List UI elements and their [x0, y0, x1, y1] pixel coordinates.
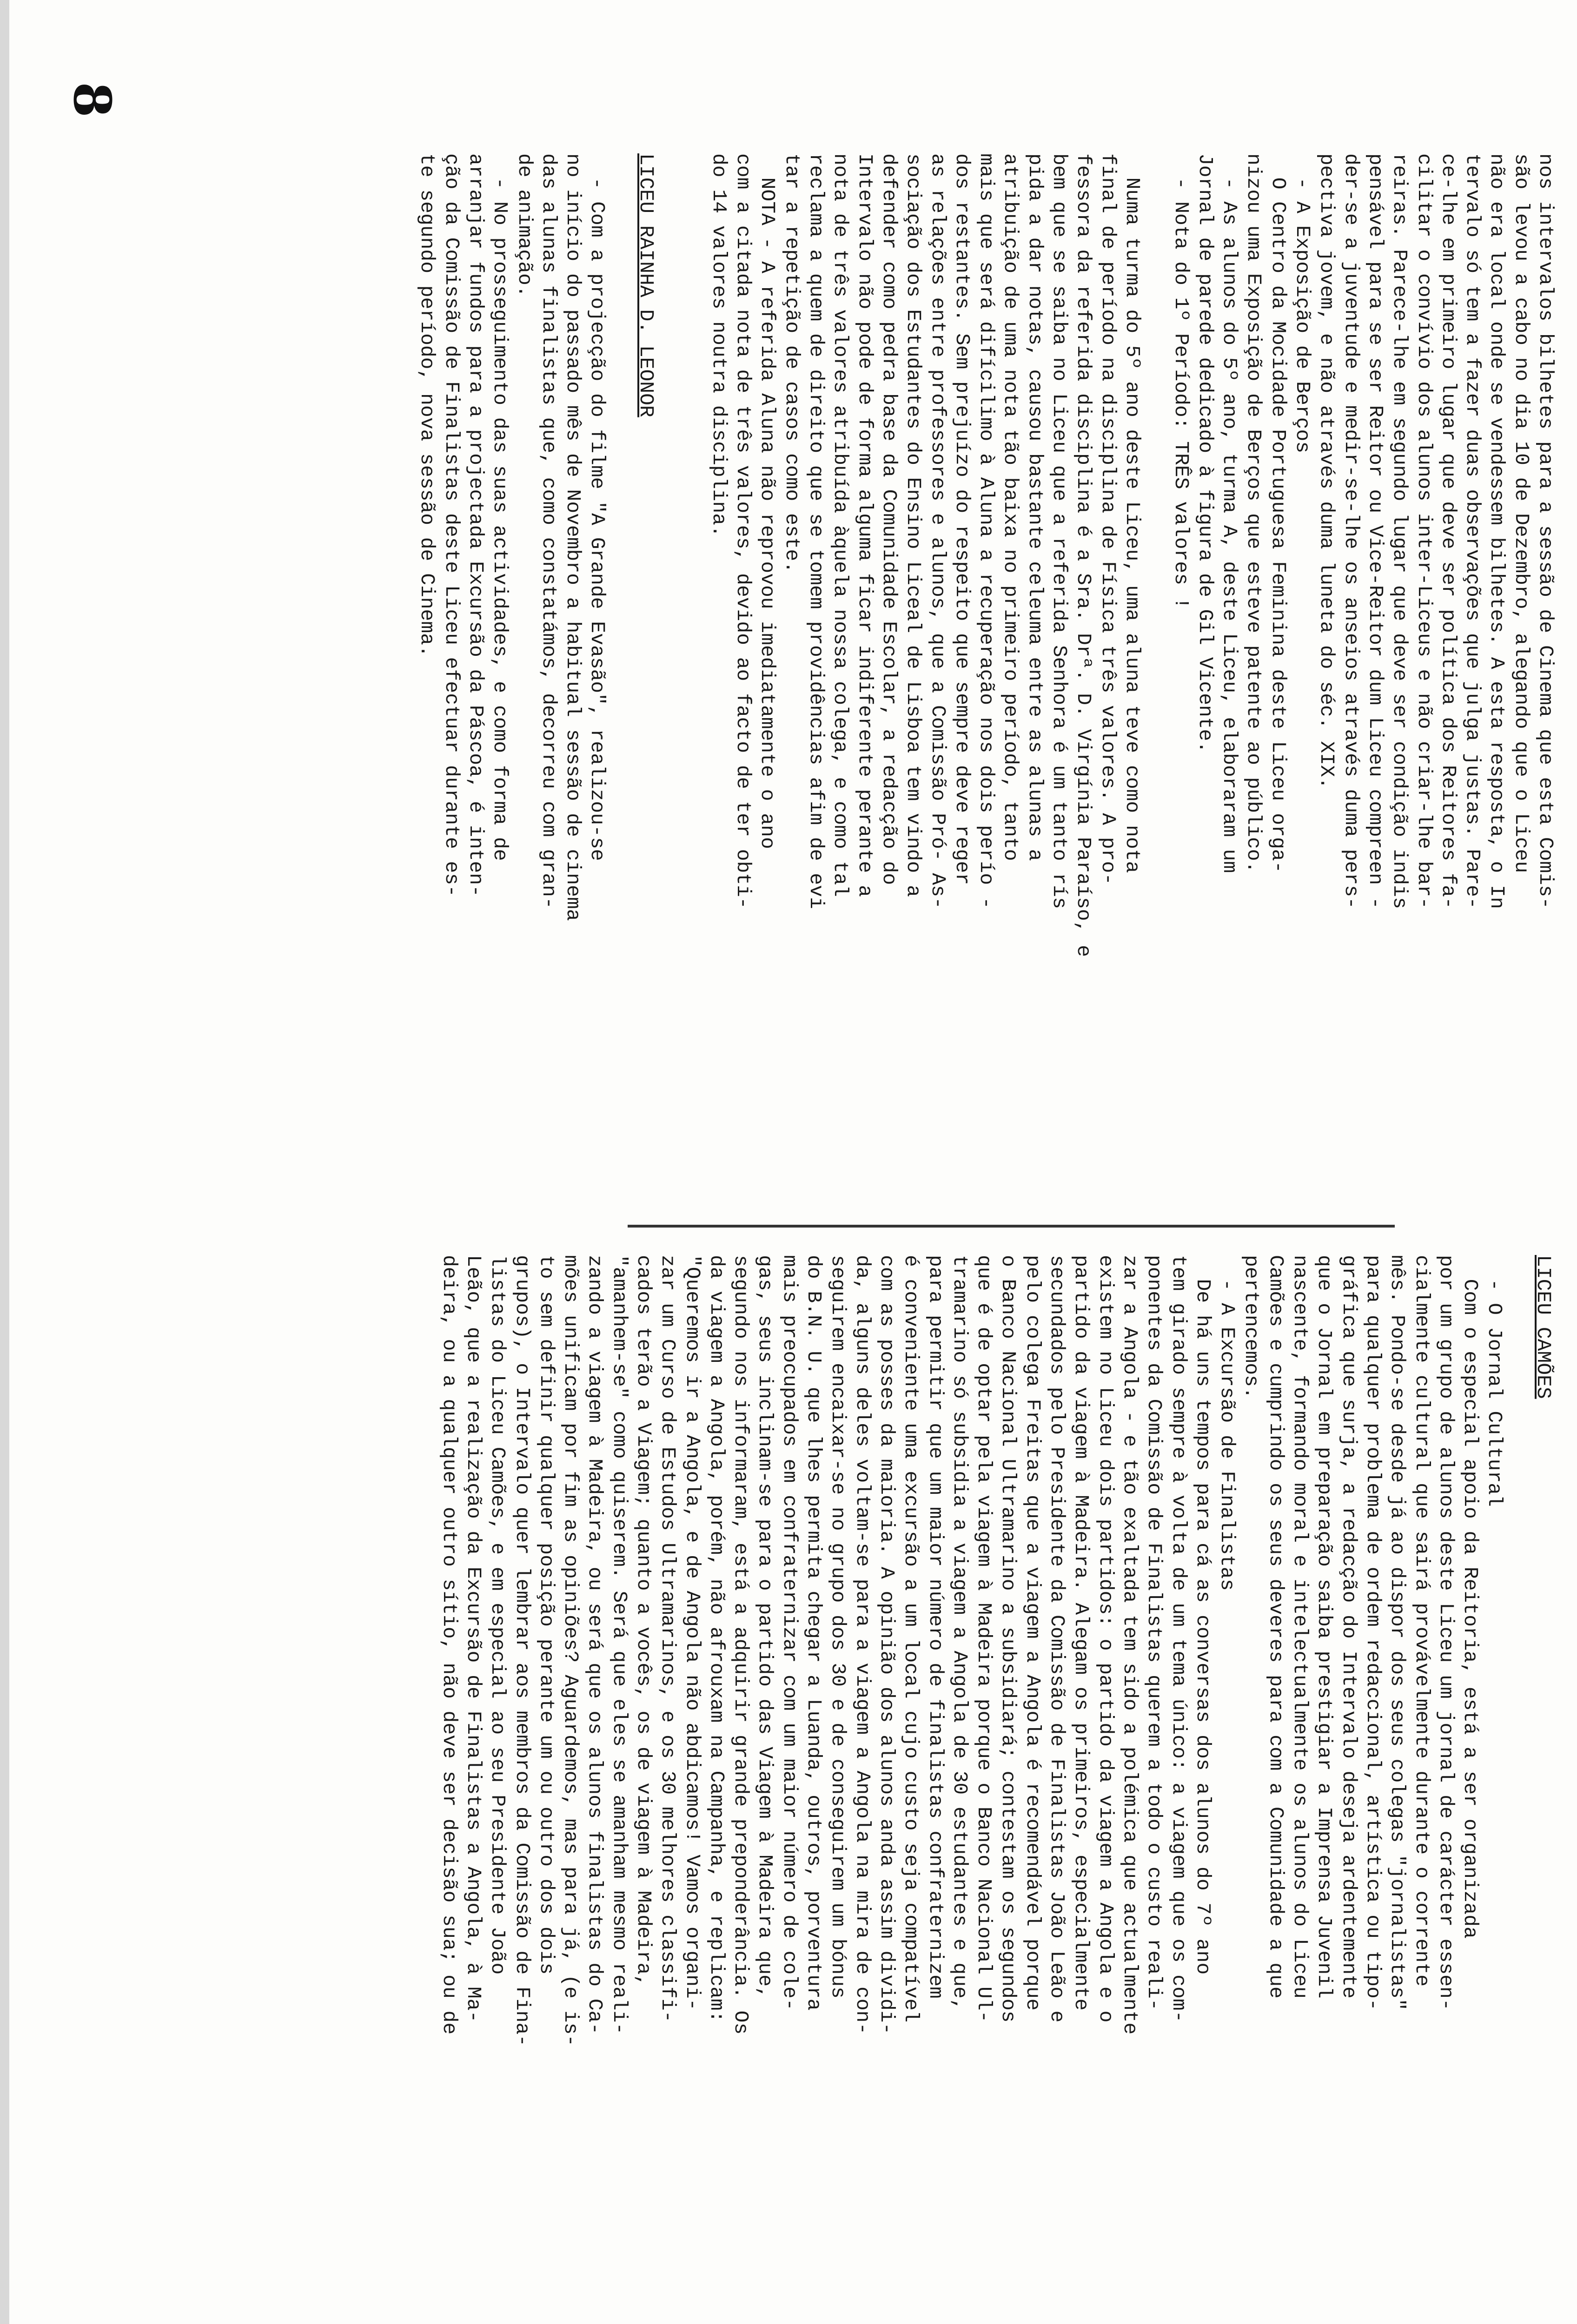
text-line: são levou a cabo no dia 10 de Dezembro, alegando que o Liceu	[1510, 153, 1533, 873]
text-line: arranjar fundos para a projectada Excursão da Páscoa, é inten-	[464, 153, 487, 897]
text-line: cados terão a Viagem; quanto a vocês, os de viagem à Madeira,	[632, 1255, 656, 1987]
text-line: der-se a juventude e medir-se-lhe os anseios através duma pers-	[1339, 153, 1363, 909]
text-line: de animação.	[513, 153, 536, 297]
text-line: zar a Angola - e tão exaltada tem sido a polémica que actualmente	[1118, 1255, 1141, 2035]
text-line: - No prosseguimento das suas actividades, e como forma de	[489, 153, 512, 861]
text-line: Leão, que a realização da Excursão de Finalistas a Angola, à Ma-	[462, 1255, 485, 2023]
text-line: com a citada nota de três valores, devido ao facto de ter obti-	[732, 153, 755, 909]
text-line: Intervalo não pode de forma alguma ficar indiferente perante a	[853, 153, 876, 897]
text-line: do B.N. U. que lhes permita chegar a Luanda, outros, porventura	[802, 1255, 826, 2011]
text-line: tem girado sempre à volta de um tema único: a viagem que os com-	[1167, 1255, 1190, 2023]
text-line: cilitar o convívio dos alunos inter-Liceus e não criar-lhe bar-	[1412, 153, 1436, 909]
text-line: que o Jornal em preparação saiba prestigiar a Imprensa Juvenil	[1313, 1255, 1336, 1999]
text-line: ce-lhe em primeiro lugar que deve ser política dos Reitores fa-	[1437, 153, 1460, 909]
text-line: LICEU CAMÕES	[1532, 1255, 1555, 1399]
text-line: - A Exposição de Berços	[1291, 153, 1314, 454]
text-line: no início do passado mês de Novembro a habitual sessão de cinema	[562, 153, 585, 921]
text-line: LICEU RAINHA D. LEONOR	[635, 153, 658, 417]
text-line: De há uns tempos para cá as conversas dos alunos do 7º ano	[1191, 1255, 1214, 1975]
text-line: nascente, formando moral e intelectualmente os alunos do Liceu	[1289, 1255, 1312, 1999]
text-line: O Centro da Mocidade Portuguesa Feminina deste Liceu orga-	[1266, 153, 1290, 873]
text-line: pectiva jovem, e não através duma luneta do séc. XIX.	[1315, 153, 1338, 789]
text-line: "amanhem-se" como quiserem. Será que eles se amanham mesmo reali-	[608, 1255, 631, 2035]
page-divider	[628, 1225, 1395, 1228]
text-line: nos intervalos bilhetes para a sessão de Cinema que esta Comis-	[1534, 153, 1557, 909]
text-line	[658, 153, 682, 957]
text-line: cialmente cultural que sairá provávelmente durante o corrente	[1410, 1255, 1433, 1987]
text-line: partido da viagem à Madeira. Alegam os primeiros, especialmente	[1070, 1255, 1093, 2011]
text-line: - O Jornal Cultural	[1483, 1255, 1506, 1507]
text-line: tervalo só tem a fazer duas observações que julga justas. Pare-	[1461, 153, 1484, 909]
text-line: mais que será difícilimo à Aluna a recuperação nos dois perío -	[975, 153, 998, 909]
text-line: por um grupo de alunos deste Liceu um jornal de carácter essen-	[1434, 1255, 1458, 2011]
text-line: gráfica que surja, a redacção do Intervalo deseja ardentemente	[1337, 1255, 1360, 1999]
text-line: pelo colega Freitas que a viagem a Angola é recomendável porque	[1021, 1255, 1044, 2011]
text-line: Jornal de parede dedicado à figura de Gil Vicente.	[1193, 153, 1217, 753]
text-line: é conveniente uma excursão a um local cujo custo seja compatível	[900, 1255, 923, 2023]
text-line	[682, 153, 706, 957]
text-line: para qualquer problema de ordem redaccional, artística ou tipo-	[1361, 1255, 1385, 2011]
text-line: não era local onde se vendessem bilhetes. A esta resposta, o In	[1485, 153, 1509, 909]
text-line: - Com a projecção do filme "A Grande Evasão", realizou-se	[586, 153, 609, 861]
text-line: - A Excursão de Finalistas	[1216, 1255, 1239, 1591]
text-line	[1506, 1255, 1531, 2047]
text-line: ção da Comissão de Finalistas deste Liceu efectuar durante es-	[440, 153, 463, 897]
text-line: bem que se saiba no Liceu que a referida Senhora é um tanto rís	[1048, 153, 1071, 909]
text-line: mões unificam por fim as opiniões? Aguardemos, mas para já, (e is-	[559, 1255, 583, 2047]
text-line: - Nota do 1º Período: TRÊS valores !	[1169, 153, 1193, 609]
text-line: "Queremos ir a Angola, e de Angola não abdicamos! Vamos organi-	[681, 1255, 704, 2011]
text-line: atribuição de uma nota tão baixa no primeiro período, tanto	[999, 153, 1022, 861]
text-line: tramarino só subsidia a viagem a Angola de 30 estudantes e que,	[948, 1255, 971, 2011]
text-line: dos restantes. Sem prejuízo do respeito que sempre deve reger	[950, 153, 974, 885]
text-line: o Banco Nacional Ultramarino a subsidiará; contestam os segundos	[997, 1255, 1020, 2023]
text-line: as relações entre professores e alunos, que a Comissão Pró- As-	[926, 153, 949, 909]
text-line: seguirem encaixar-se no grupo dos 30 e de conseguirem um bónus	[827, 1255, 850, 1999]
text-line: defender como pedra base da Comunidade Escolar, a redacção do	[877, 153, 901, 885]
text-line: para permitir que um maior número de finalistas confraternizem	[924, 1255, 947, 1999]
text-line: da viagem a Angola, porém, não afrouxam na Campanha, e replicam:	[705, 1255, 728, 2023]
right-page-text	[437, 1255, 1555, 2047]
text-line: pertencemos.	[1240, 1255, 1263, 1399]
text-line: to sem definir qualquer posição perante um ou outro dos dois	[535, 1255, 558, 1975]
text-line	[609, 153, 633, 957]
text-line: zar um Curso de Estudos Ultramarinos, e os 30 melhores classifi-	[656, 1255, 680, 2023]
text-line: tar a repetição de casos como este.	[780, 153, 803, 574]
text-line: Camões e cumprindo os seus deveres para com a Comunidade a que	[1264, 1255, 1287, 1999]
scan-edge	[0, 0, 9, 2324]
text-line: ponentes da Comissão de Finalistas querem a todo o custo reali-	[1143, 1255, 1166, 2011]
text-line: pida a dar notas, causou bastante celeuma entre as alunas a	[1023, 153, 1047, 861]
text-line	[1144, 153, 1168, 957]
text-line: segundo nos informaram, está a adquirir grande preponderância. Os	[729, 1255, 753, 2035]
text-line: nizou uma Exposição de Berços que esteve patente ao público.	[1242, 153, 1266, 873]
text-line: da, alguns deles voltam-se para a viagem a Angola na mira de con-	[851, 1255, 874, 2035]
text-line: do 14 valores noutra disciplina.	[707, 153, 730, 537]
text-line: deira, ou a qualquer outro sítio, não deve ser decisão sua; ou de	[437, 1255, 461, 2035]
text-line: que é de optar pela viagem à Madeira porque o Banco Nacional Ul-	[973, 1255, 996, 2023]
text-line: mais preocupados em confraternizar com um maior número de cole-	[778, 1255, 801, 2011]
text-line: zando a viagem à Madeira, ou será que os alunos finalistas do Ca-	[583, 1255, 607, 2035]
text-line: com as posses da maioria. A opinião dos alunos anda assim dividi-	[875, 1255, 898, 2035]
text-line: - As alunos do 5º ano, turma A, deste Liceu, elaboraram um	[1218, 153, 1241, 873]
text-line: mês. Pondo-se desde já ao dispor dos seus colegas "jornalistas"	[1386, 1255, 1409, 2011]
page-number-left: 8	[62, 82, 122, 118]
text-line: NOTA - A referida Aluna não reprovou imediatamente o ano	[756, 153, 779, 849]
text-line: grupos), o Intervalo quer lembrar aos membros da Comissão de Fina-	[510, 1255, 534, 2047]
left-page-text	[415, 153, 1557, 957]
text-line: Com o especial apoio da Reitoria, está a ser organizada	[1459, 1255, 1482, 1939]
text-line: nota de três valores atribuída àquela nossa colega, e como tal	[829, 153, 852, 897]
text-line: final de período na disciplina de Física três valores. A pro-	[1096, 153, 1120, 885]
text-line: gas, seus inclinam-se para o partido das Viagem à Madeira que,	[754, 1255, 777, 1999]
text-line: pensável para se ser Reitor ou Vice-Reitor dum Liceu compreen -	[1364, 153, 1387, 909]
text-line: te segundo período, nova sessão de Cinema.	[416, 153, 439, 657]
text-line: Numa turma do 5º ano deste Liceu, uma aluna teve como nota	[1120, 153, 1144, 873]
text-line: reclama a quem de direito que se tomem providências afim de evi	[805, 153, 828, 909]
text-line: sociação dos Estudantes do Ensino Liceal de Lisboa tem vindo a	[902, 153, 925, 897]
text-line: listas do Liceu Camões, e em especial ao seu Presidente João	[486, 1255, 510, 1975]
text-line: secundados pelo Presidente da Comissão de Finalistas João Leão e	[1046, 1255, 1069, 2023]
text-line: fessora da referida disciplina é a Sra. Drª. D. Virgínia Paraíso, e	[1072, 153, 1095, 957]
text-line: das alunas finalistas que, como constatámos, decorreu com gran-	[537, 153, 560, 909]
text-line: reiras. Parece-lhe em segundo lugar que deve ser condição indis	[1388, 153, 1411, 909]
text-line: existem no Liceu dois partidos: o partido da viagem a Angola e o	[1094, 1255, 1117, 2023]
